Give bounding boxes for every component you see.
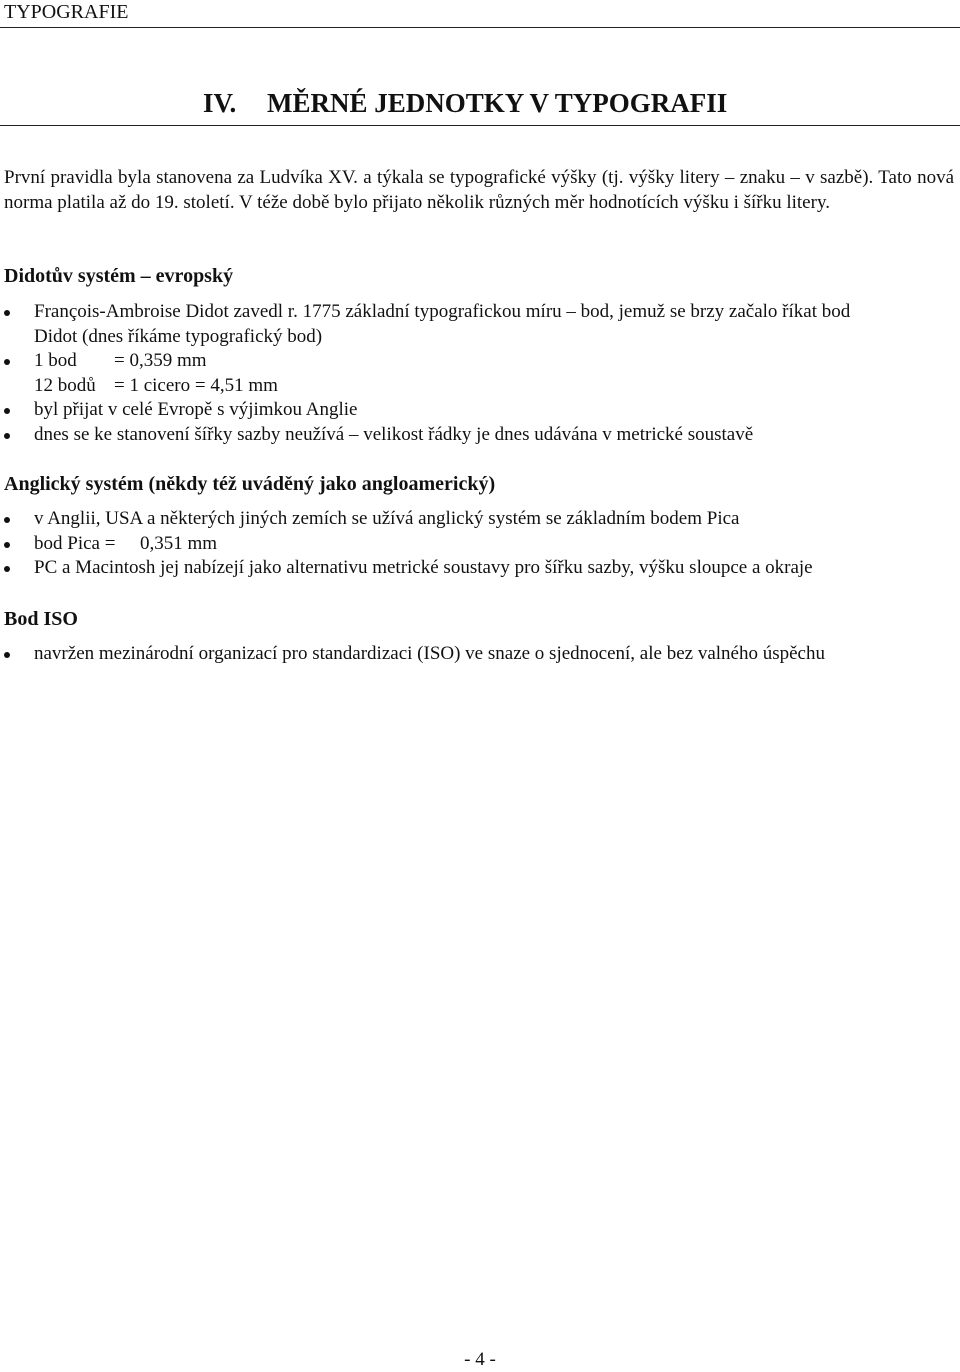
measure-row (34, 374, 956, 399)
bullet-icon (4, 310, 10, 316)
list-item (0, 556, 956, 581)
title-rule (0, 125, 960, 126)
chapter-title-text: MĚRNÉ JEDNOTKY V TYPOGRAFII (267, 88, 728, 118)
header-rule (0, 27, 960, 28)
list-item (0, 349, 956, 398)
measure-term: 1 bod (34, 350, 77, 371)
measure-value: = 0,359 mm (114, 350, 207, 371)
list-item-text: PC a Macintosh jej nabízejí jako alternativu metrické soustavy pro šířku sazby, výšku sloupce a okraje (34, 557, 813, 578)
list-item-text: dnes se ke stanovení šířky sazby neužívá – velikost řádky je dnes udávána v metrické soustavě (34, 423, 754, 445)
bullet-icon (4, 542, 10, 548)
didot-intro-line1: François-Ambroise Didot zavedl r. 1775 základní typografickou míru – bod, jemuž se brzy začalo říkat bod (34, 301, 851, 322)
measure-term: 12 bodů (34, 374, 96, 396)
list-item (0, 507, 956, 532)
list-item-text: navržen mezinárodní organizací pro standardizaci (ISO) ve snaze o sjednocení, ale bez valného úspěchu (34, 643, 825, 664)
didot-list (0, 300, 956, 447)
didot-intro-line2: Didot (dnes říkáme typografický bod) (34, 325, 323, 347)
list-item (0, 398, 956, 423)
iso-list (0, 642, 956, 667)
measure-row (34, 532, 956, 557)
running-header: TYPOGRAFIE (4, 1, 129, 23)
bullet-icon (4, 566, 10, 572)
list-item (0, 300, 956, 349)
list-item (0, 642, 956, 667)
bullet-icon (4, 408, 10, 414)
list-item-text: v Anglii, USA a některých jiných zemích se užívá anglický systém se základním bodem Pica (34, 508, 740, 529)
measure-row (34, 349, 956, 374)
bullet-icon (4, 359, 10, 365)
section-heading-didot: Didotův systém – evropský (4, 265, 234, 287)
measure-value: = 1 cicero = 4,51 mm (114, 374, 278, 396)
measure-term: bod Pica = (34, 532, 116, 554)
section-heading-iso: Bod ISO (4, 608, 78, 630)
bullet-icon (4, 652, 10, 658)
measure-value: 0,351 mm (140, 532, 218, 554)
chapter-number: IV. (203, 88, 237, 118)
list-item-text: byl přijat v celé Evropě s výjimkou Anglie (34, 399, 358, 420)
bullet-icon (4, 517, 10, 523)
list-item (0, 532, 956, 557)
anglo-list (0, 507, 956, 581)
chapter-title (203, 86, 727, 120)
list-item (0, 423, 956, 448)
bullet-icon (4, 433, 10, 439)
page-number: - 4 - (464, 1349, 496, 1370)
intro-paragraph: První pravidla byla stanovena za Ludvíka XV. a týkala se typografické výšky (tj. výšky litery – znaku – v sazbě). Tato nová norma platila až do 19. století. V téže době bylo přijato několik různých měr hodnotících výšku i šířku litery. (4, 167, 954, 213)
section-heading-anglo: Anglický systém (někdy též uváděný jako angloamerický) (4, 473, 496, 495)
